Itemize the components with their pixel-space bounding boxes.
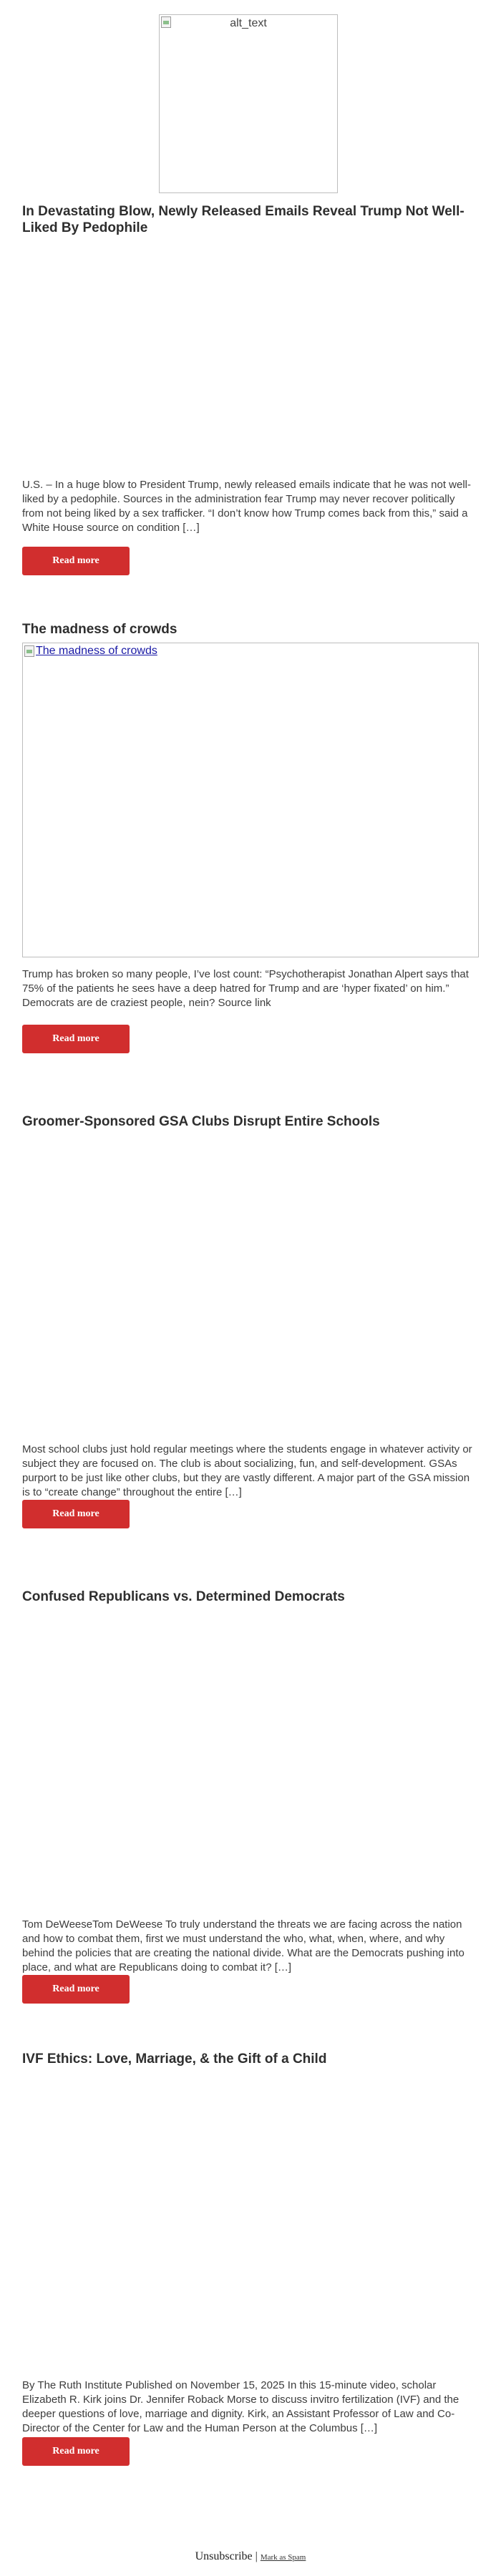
header-image [159,14,338,193]
article-media-placeholder [22,2072,479,2373]
article-title[interactable]: The madness of crowds [22,622,177,637]
broken-image-icon [24,645,34,657]
article-media-placeholder [22,239,479,468]
read-more-button[interactable]: Read more [22,1025,130,1053]
read-more-button[interactable]: Read more [22,1975,130,2004]
article-card [22,203,479,566]
article-card [22,1589,479,1994]
article-excerpt: Trump has broken so many people, I’ve lost count: “Psychotherapist Jonathan Alpert says that 75% of the patients he sees have a deep hatred for Trump and are ‘hyper fixated’ on him.” Democrats are de craziest people, nein? Source link [22,968,469,1009]
mark-as-spam-link[interactable]: Mark as Spam [260,2553,306,2562]
article-card [22,2051,479,2457]
header-image-alt: alt_text [230,17,267,29]
article-image-link[interactable] [22,643,479,957]
article-title[interactable]: IVF Ethics: Love, Marriage, & the Gift of a Child [22,2051,327,2067]
article-card [22,621,479,1044]
article-excerpt: Most school clubs just hold regular meetings where the students engage in whatever activity or subject they are focused on. The club is about socializing, fun, and self-development. GSAs purport to be just like other clubs, but they are vastly different. A major part of the GSA mission is to “create change” throughout the entire […] [22,1443,472,1498]
article-image-alt: The madness of crowds [36,645,157,657]
article-excerpt: By The Ruth Institute Published on November 15, 2025 In this 15-minute video, scholar Elizabeth R. Kirk joins Dr. Jennifer Roback Morse to discuss invitro fertilization (IVF) and the deeper questions of love, marriage and dignity. Kirk, an Assistant Professor of Law and Co-Director of the Center for Law and the Human Person at the Columbus […] [22,2379,459,2434]
article-title[interactable]: Groomer-Sponsored GSA Clubs Disrupt Entire Schools [22,1114,380,1129]
read-more-button[interactable]: Read more [22,2437,130,2466]
article-excerpt: Tom DeWeeseTom DeWeese To truly understand the threats we are facing across the nation and how to combat them, first we must understand the who, what, when, where, and why behind the policies that are creating the national divide. What are the Democrats pushing into place, and what are Republicans doing to combat it? […] [22,1918,464,1974]
article-media-placeholder [22,1610,479,1911]
footer-separator: | [255,2550,258,2562]
article-title[interactable]: In Devastating Blow, Newly Released Emails Reveal Trump Not Well-Liked By Pedophile [22,204,464,235]
read-more-button[interactable]: Read more [22,1500,130,1528]
article-title[interactable]: Confused Republicans vs. Determined Democrats [22,1589,345,1604]
email-footer [0,2550,501,2563]
read-more-button[interactable]: Read more [22,547,130,575]
article-excerpt: U.S. – In a huge blow to President Trump, newly released emails indicate that he was not well-liked by a pedophile. Sources in the administration fear Trump may never recover politically from not being liked by a sex trafficker. “I don’t know how Trump comes back from this,” said a White House source on condition […] [22,479,471,534]
unsubscribe-link[interactable]: Unsubscribe [195,2550,253,2562]
article-card [22,1113,479,1519]
article-media-placeholder [22,1135,479,1435]
